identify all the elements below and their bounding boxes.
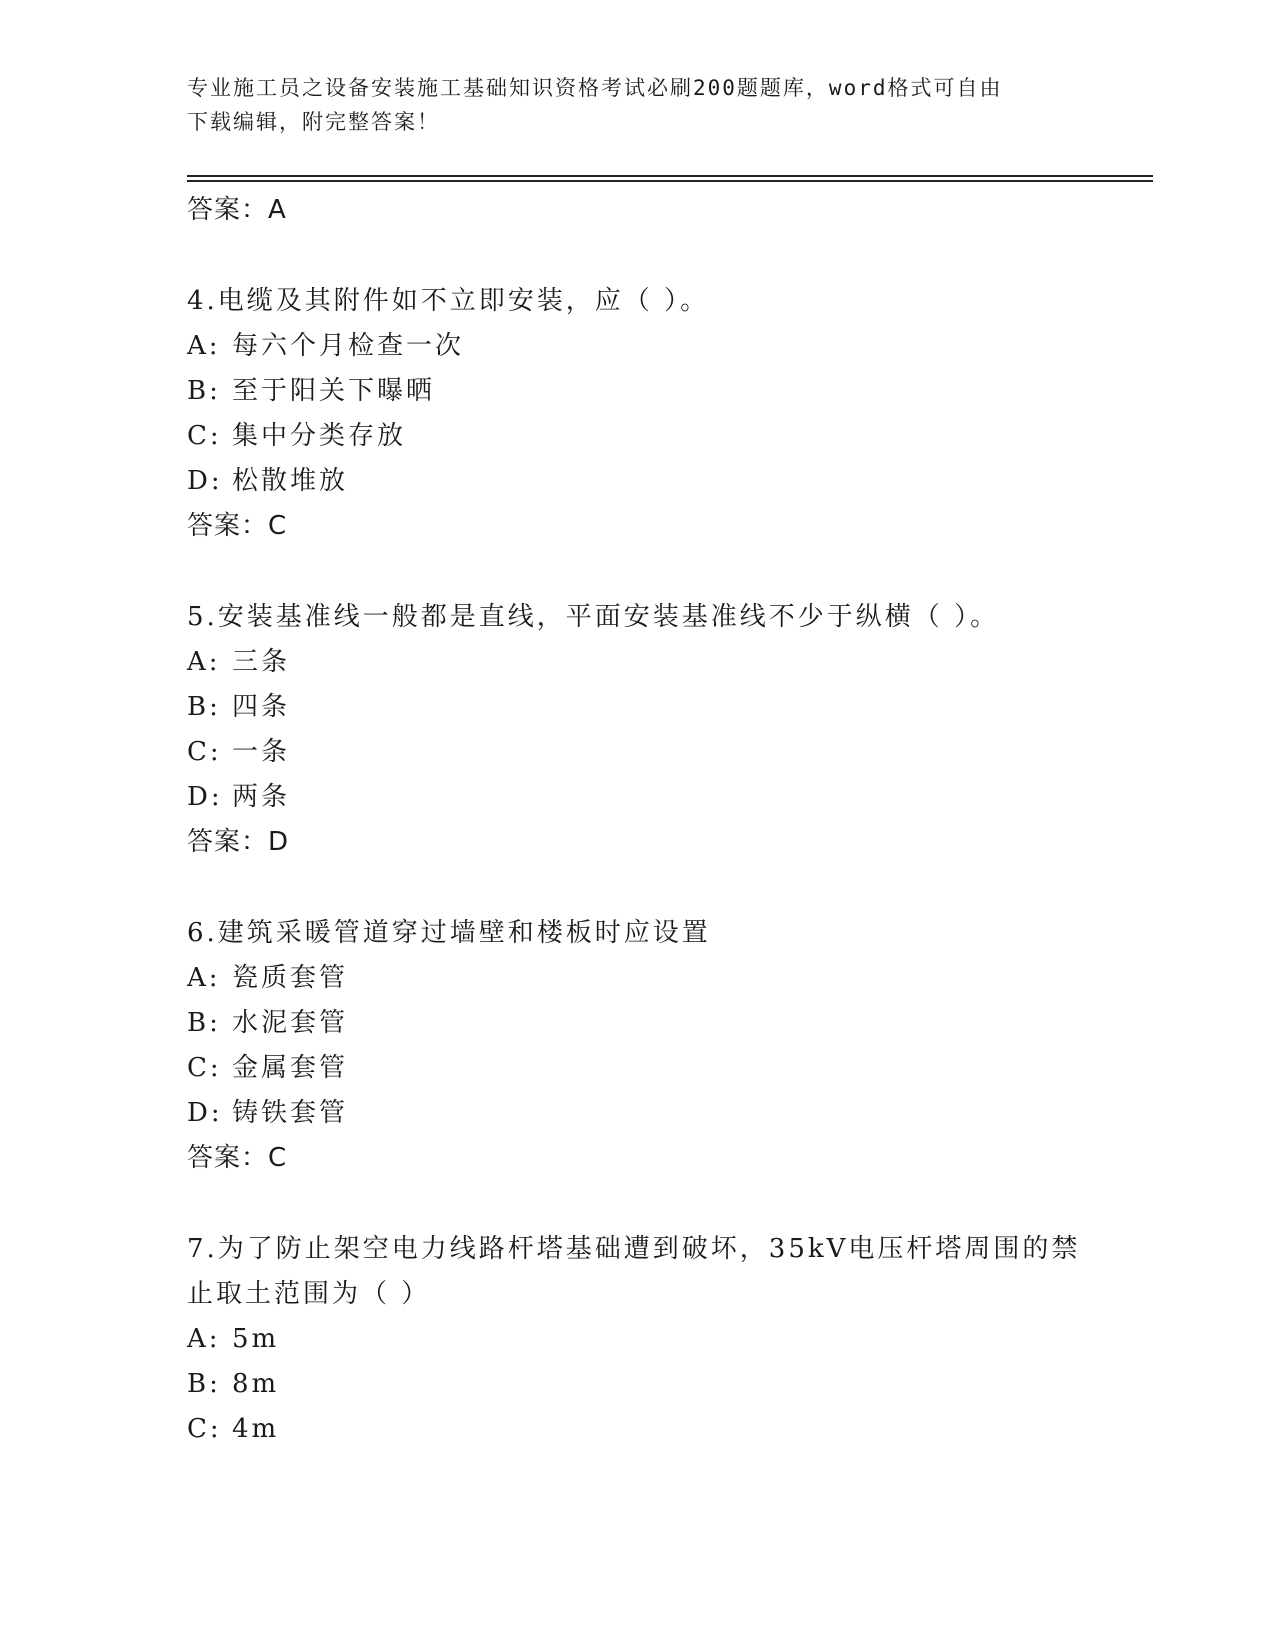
question-title-line-1: 7.为了防止架空电力线路杆塔基础遭到破坏，35kV电压杆塔周围的禁 — [187, 1234, 1081, 1264]
option-key: B: — [187, 692, 221, 722]
option-key: A: — [187, 963, 221, 993]
option-a — [187, 965, 348, 991]
question-title: 6.建筑采暖管道穿过墙壁和楼板时应设置 — [187, 918, 711, 948]
option-key: C: — [187, 737, 222, 767]
answer: 答案：C — [187, 511, 288, 541]
option-d — [187, 784, 290, 810]
option-key: B: — [187, 1008, 221, 1038]
option-key: B: — [187, 1369, 221, 1399]
option-c — [187, 1416, 279, 1442]
option-key: C: — [187, 1053, 222, 1083]
header-divider-bottom — [187, 180, 1153, 182]
option-b — [187, 1371, 279, 1397]
option-c — [187, 1055, 348, 1081]
option-text: 水泥套管 — [232, 1008, 349, 1038]
option-key: C: — [187, 1414, 222, 1444]
option-d — [187, 468, 348, 494]
option-key: D: — [187, 782, 223, 812]
option-text: 两条 — [232, 782, 291, 812]
option-text: 8m — [232, 1369, 280, 1399]
option-b — [187, 694, 290, 720]
prev-answer: 答案：A — [187, 195, 287, 225]
option-c — [187, 739, 290, 765]
question-title: 4.电缆及其附件如不立即安装，应（ ）。 — [187, 286, 710, 316]
option-key: A: — [187, 1324, 221, 1354]
header-line-1: 专业施工员之设备安装施工基础知识资格考试必刷200题题库，word格式可自由 — [187, 76, 1003, 100]
option-text: 至于阳关下曝晒 — [232, 376, 436, 406]
question-title: 5.安装基准线一般都是直线，平面安装基准线不少于纵横（ ）。 — [187, 602, 1000, 632]
option-text: 瓷质套管 — [232, 963, 349, 993]
option-key: A: — [187, 647, 221, 677]
option-key: D: — [187, 1098, 223, 1128]
option-key: D: — [187, 466, 223, 496]
option-text: 三条 — [232, 647, 291, 677]
option-text: 铸铁套管 — [232, 1098, 349, 1128]
option-text: 四条 — [232, 692, 291, 722]
option-c — [187, 423, 406, 449]
option-d — [187, 1100, 348, 1126]
header-line-2: 下载编辑，附完整答案！ — [187, 110, 440, 134]
answer: 答案：D — [187, 827, 290, 857]
option-a — [187, 1326, 279, 1352]
option-text: 每六个月检查一次 — [232, 331, 465, 361]
header-divider-top — [187, 175, 1153, 177]
option-key: B: — [187, 376, 221, 406]
option-text: 集中分类存放 — [232, 421, 407, 451]
option-text: 金属套管 — [232, 1053, 349, 1083]
option-a — [187, 649, 290, 675]
option-key: A: — [187, 331, 221, 361]
option-a — [187, 333, 464, 359]
option-key: C: — [187, 421, 222, 451]
option-text: 5m — [232, 1324, 280, 1354]
option-text: 一条 — [232, 737, 291, 767]
option-text: 4m — [232, 1414, 280, 1444]
option-b — [187, 1010, 348, 1036]
option-b — [187, 378, 435, 404]
answer: 答案：C — [187, 1143, 288, 1173]
question-title-line-2: 止取土范围为（ ） — [187, 1279, 431, 1309]
option-text: 松散堆放 — [232, 466, 349, 496]
